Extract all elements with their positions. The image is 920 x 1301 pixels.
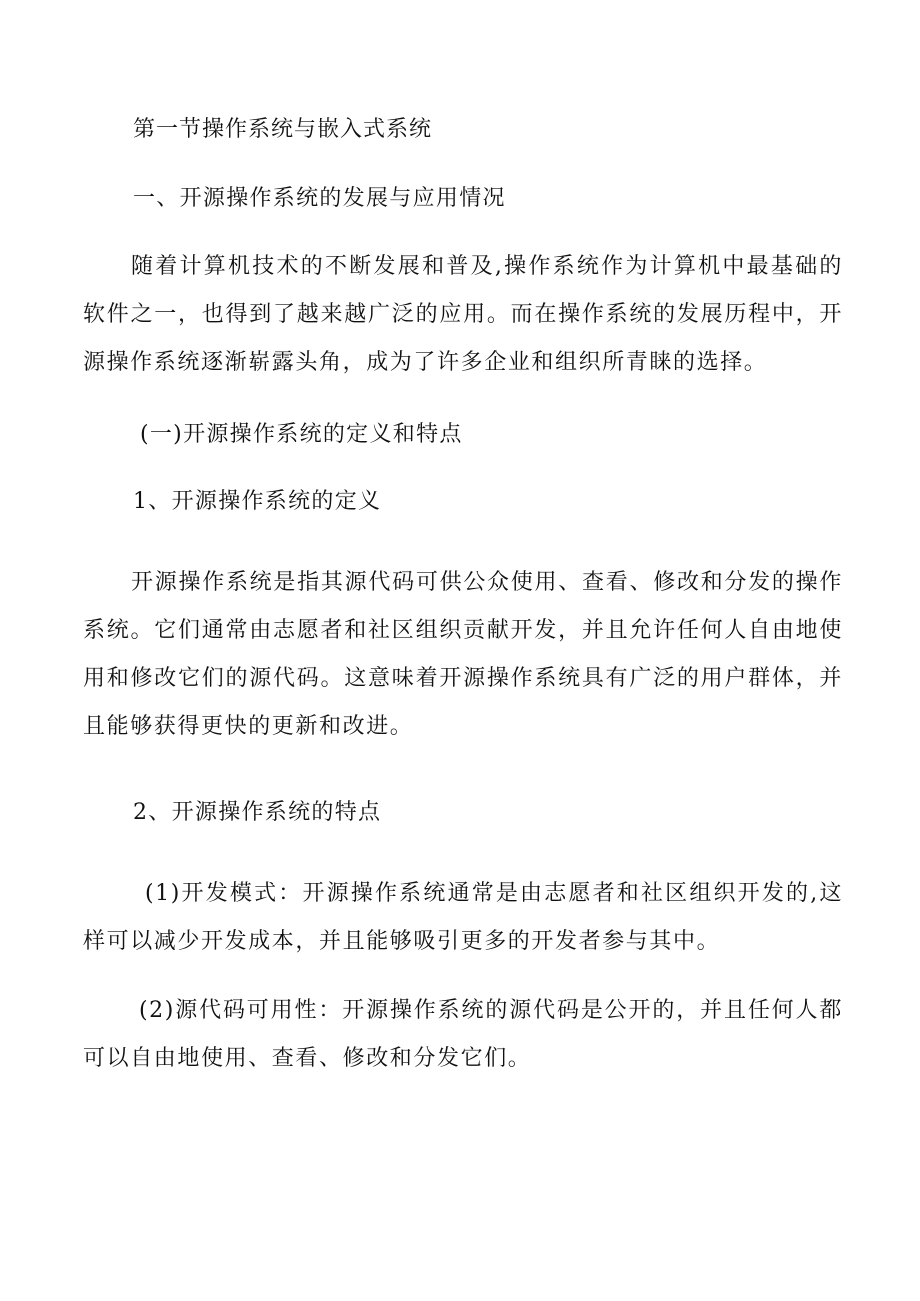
item-heading-features: 2、开源操作系统的特点: [133, 800, 382, 825]
feature-development-model: (1)开发模式：开源操作系统通常是由志愿者和社区组织开发的,这样可以减少开发成本，并且能够吸引更多的开发者参与其中。: [83, 881, 843, 954]
item-heading-definition: 1、开源操作系统的定义: [133, 489, 382, 514]
section-title: 第一节操作系统与嵌入式系统: [133, 117, 433, 142]
intro-paragraph: 随着计算机技术的不断发展和普及,操作系统作为计算机中最基础的软件之一，也得到了越来越广泛的应用。而在操作系统的发展历程中，开源操作系统逐渐崭露头角，成为了许多企业和组织所青睐的选择。: [83, 254, 843, 375]
subheading-1: (一)开源操作系统的定义和特点: [140, 422, 463, 447]
heading-1: 一、开源操作系统的发展与应用情况: [133, 186, 506, 211]
definition-paragraph: 开源操作系统是指其源代码可供公众使用、查看、修改和分发的操作系统。它们通常由志愿者和社区组织贡献开发，并且允许任何人自由地使用和修改它们的源代码。这意味着开源操作系统具有广泛的用户群体，并且能够获得更快的更新和改进。: [83, 570, 843, 739]
feature-source-availability: (2)源代码可用性：开源操作系统的源代码是公开的，并且任何人都可以自由地使用、查看、修改和分发它们。: [83, 998, 843, 1071]
